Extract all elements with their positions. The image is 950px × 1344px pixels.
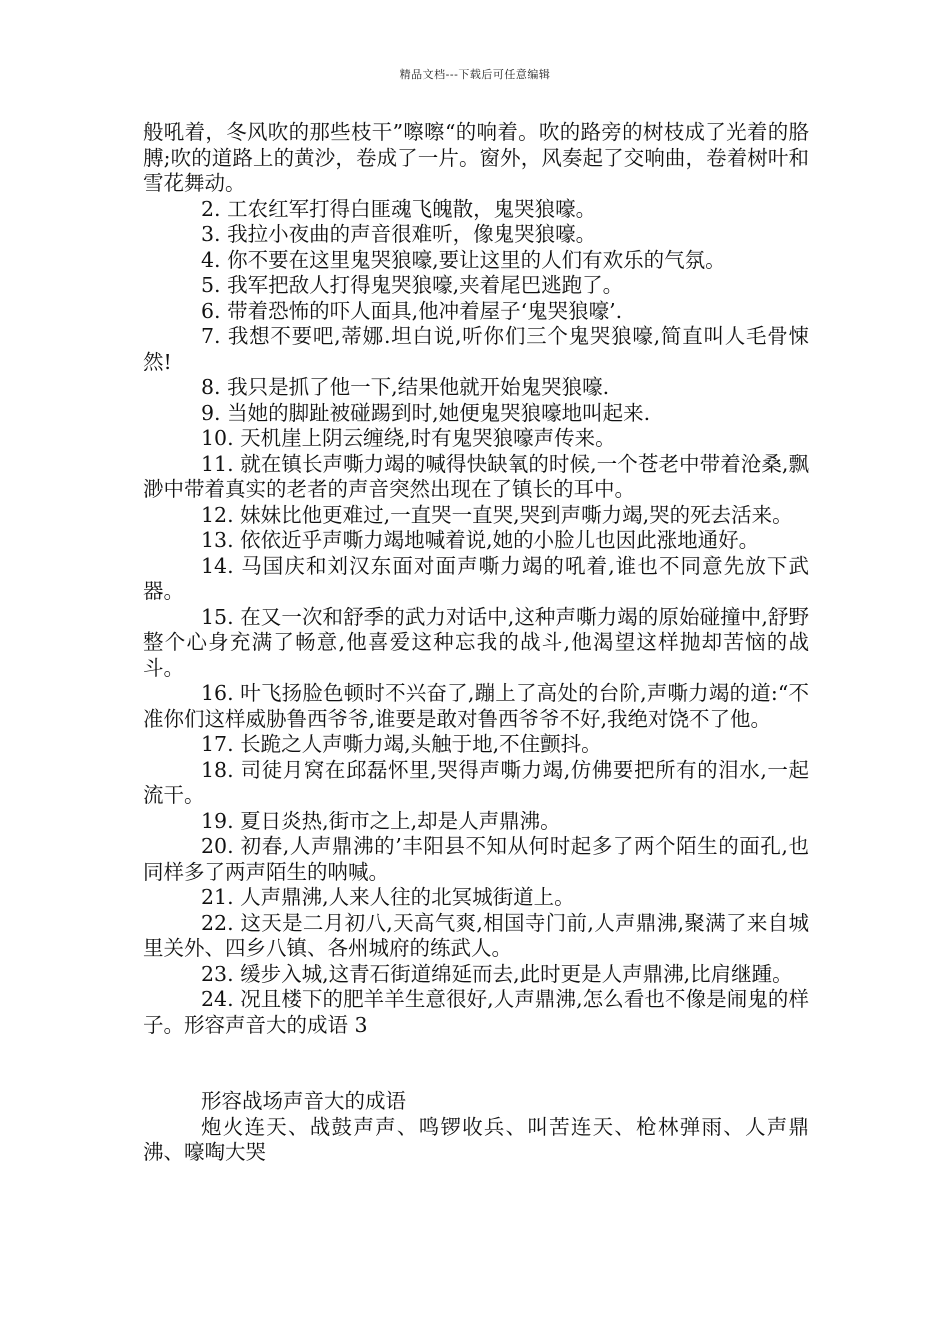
paragraph: 19. 夏日炎热,街市之上,却是人声鼎沸。 bbox=[201, 808, 561, 833]
paragraph: 4. 你不要在这里鬼哭狼嚎,要让这里的人们有欢乐的气氛。 bbox=[201, 247, 726, 272]
paragraph: 24. 况且楼下的肥羊羊生意很好,人声鼎沸,怎么看也不像是闹鬼的样子。形容声音大的成语 3 bbox=[143, 987, 809, 1037]
section-body: 炮火连天、战鼓声声、鸣锣收兵、叫苦连天、枪林弹雨、人声鼎沸、嚎啕大哭 bbox=[143, 1114, 809, 1164]
paragraph: 15. 在又一次和舒季的武力对话中,这种声嘶力竭的原始碰撞中,舒野整个心身充满了畅意,他喜爱这种忘我的战斗,他渴望这样抛却苦恼的战斗。 bbox=[143, 604, 809, 680]
paragraph: 21. 人声鼎沸,人来人往的北冥城街道上。 bbox=[201, 885, 575, 909]
paragraph: 16. 叶飞扬脸色顿时不兴奋了,蹦上了高处的台阶,声嘶力竭的道:“不准你们这样威胁鲁西爷爷,谁要是敢对鲁西爷爷不好,我绝对饶不了他。 bbox=[143, 681, 809, 731]
paragraph: 14. 马国庆和刘汉东面对面声嘶力竭的吼着,谁也不同意先放下武器。 bbox=[143, 553, 809, 603]
paragraph: 7. 我想不要吧,蒂娜.坦白说,听你们三个鬼哭狼嚎,简直叫人毛骨悚然! bbox=[143, 324, 809, 374]
paragraph: 2. 工农红军打得白匪魂飞魄散，鬼哭狼嚎。 bbox=[201, 196, 597, 221]
paragraph: 5. 我军把敌人打得鬼哭狼嚎,夹着尾巴逃跑了。 bbox=[201, 273, 624, 297]
paragraph-list bbox=[143, 120, 809, 1038]
paragraph: 8. 我只是抓了他一下,结果他就开始鬼哭狼嚎. bbox=[201, 375, 610, 399]
paragraph: 18. 司徒月窝在邱磊怀里,哭得声嘶力竭,仿佛要把所有的泪水,一起流干。 bbox=[143, 757, 809, 807]
paragraph: 般吼着，冬风吹的那些枝干”嚓嚓“的响着。吹的路旁的树枝成了光着的胳膊;吹的道路上的黄沙，卷成了一片。窗外，风奏起了交响曲，卷着树叶和雪花舞动。 bbox=[143, 120, 809, 195]
paragraph: 17. 长跪之人声嘶力竭,头触于地,不住颤抖。 bbox=[201, 732, 602, 756]
paragraph: 10. 天机崖上阴云缠绕,时有鬼哭狼嚎声传来。 bbox=[201, 426, 616, 450]
paragraph: 13. 依依近乎声嘶力竭地喊着说,她的小脸儿也因此涨地通好。 bbox=[201, 528, 760, 552]
paragraph: 11. 就在镇长声嘶力竭的喊得快缺氧的时候,一个苍老中带着沧桑,飘渺中带着真实的老者的声音突然出现在了镇长的耳中。 bbox=[143, 451, 809, 501]
page-header: 精品文档---下载后可任意编辑 bbox=[399, 68, 551, 81]
paragraph: 9. 当她的脚趾被碰踢到时,她便鬼哭狼嚎地叫起来. bbox=[201, 400, 651, 425]
paragraph: 3. 我拉小夜曲的声音很难听，像鬼哭狼嚎。 bbox=[201, 222, 597, 246]
paragraph: 6. 带着恐怖的吓人面具,他冲着屋子‘鬼哭狼嚎’. bbox=[201, 298, 623, 323]
spacer bbox=[143, 1038, 809, 1089]
paragraph: 22. 这天是二月初八,天高气爽,相国寺门前,人声鼎沸,聚满了来自城里关外、四乡八镇、各州城府的练武人。 bbox=[143, 910, 809, 960]
paragraph: 23. 缓步入城,这青石街道绵延而去,此时更是人声鼎沸,比肩继踵。 bbox=[201, 961, 793, 986]
paragraph: 12. 妹妹比他更难过,一直哭一直哭,哭到声嘶力竭,哭的死去活来。 bbox=[201, 502, 793, 527]
section-title: 形容战场声音大的成语 bbox=[201, 1089, 406, 1113]
document-body bbox=[143, 120, 809, 1166]
paragraph: 20. 初春,人声鼎沸的’丰阳县不知从何时起多了两个陌生的面孔,也同样多了两声陌生的呐喊。 bbox=[143, 834, 809, 884]
